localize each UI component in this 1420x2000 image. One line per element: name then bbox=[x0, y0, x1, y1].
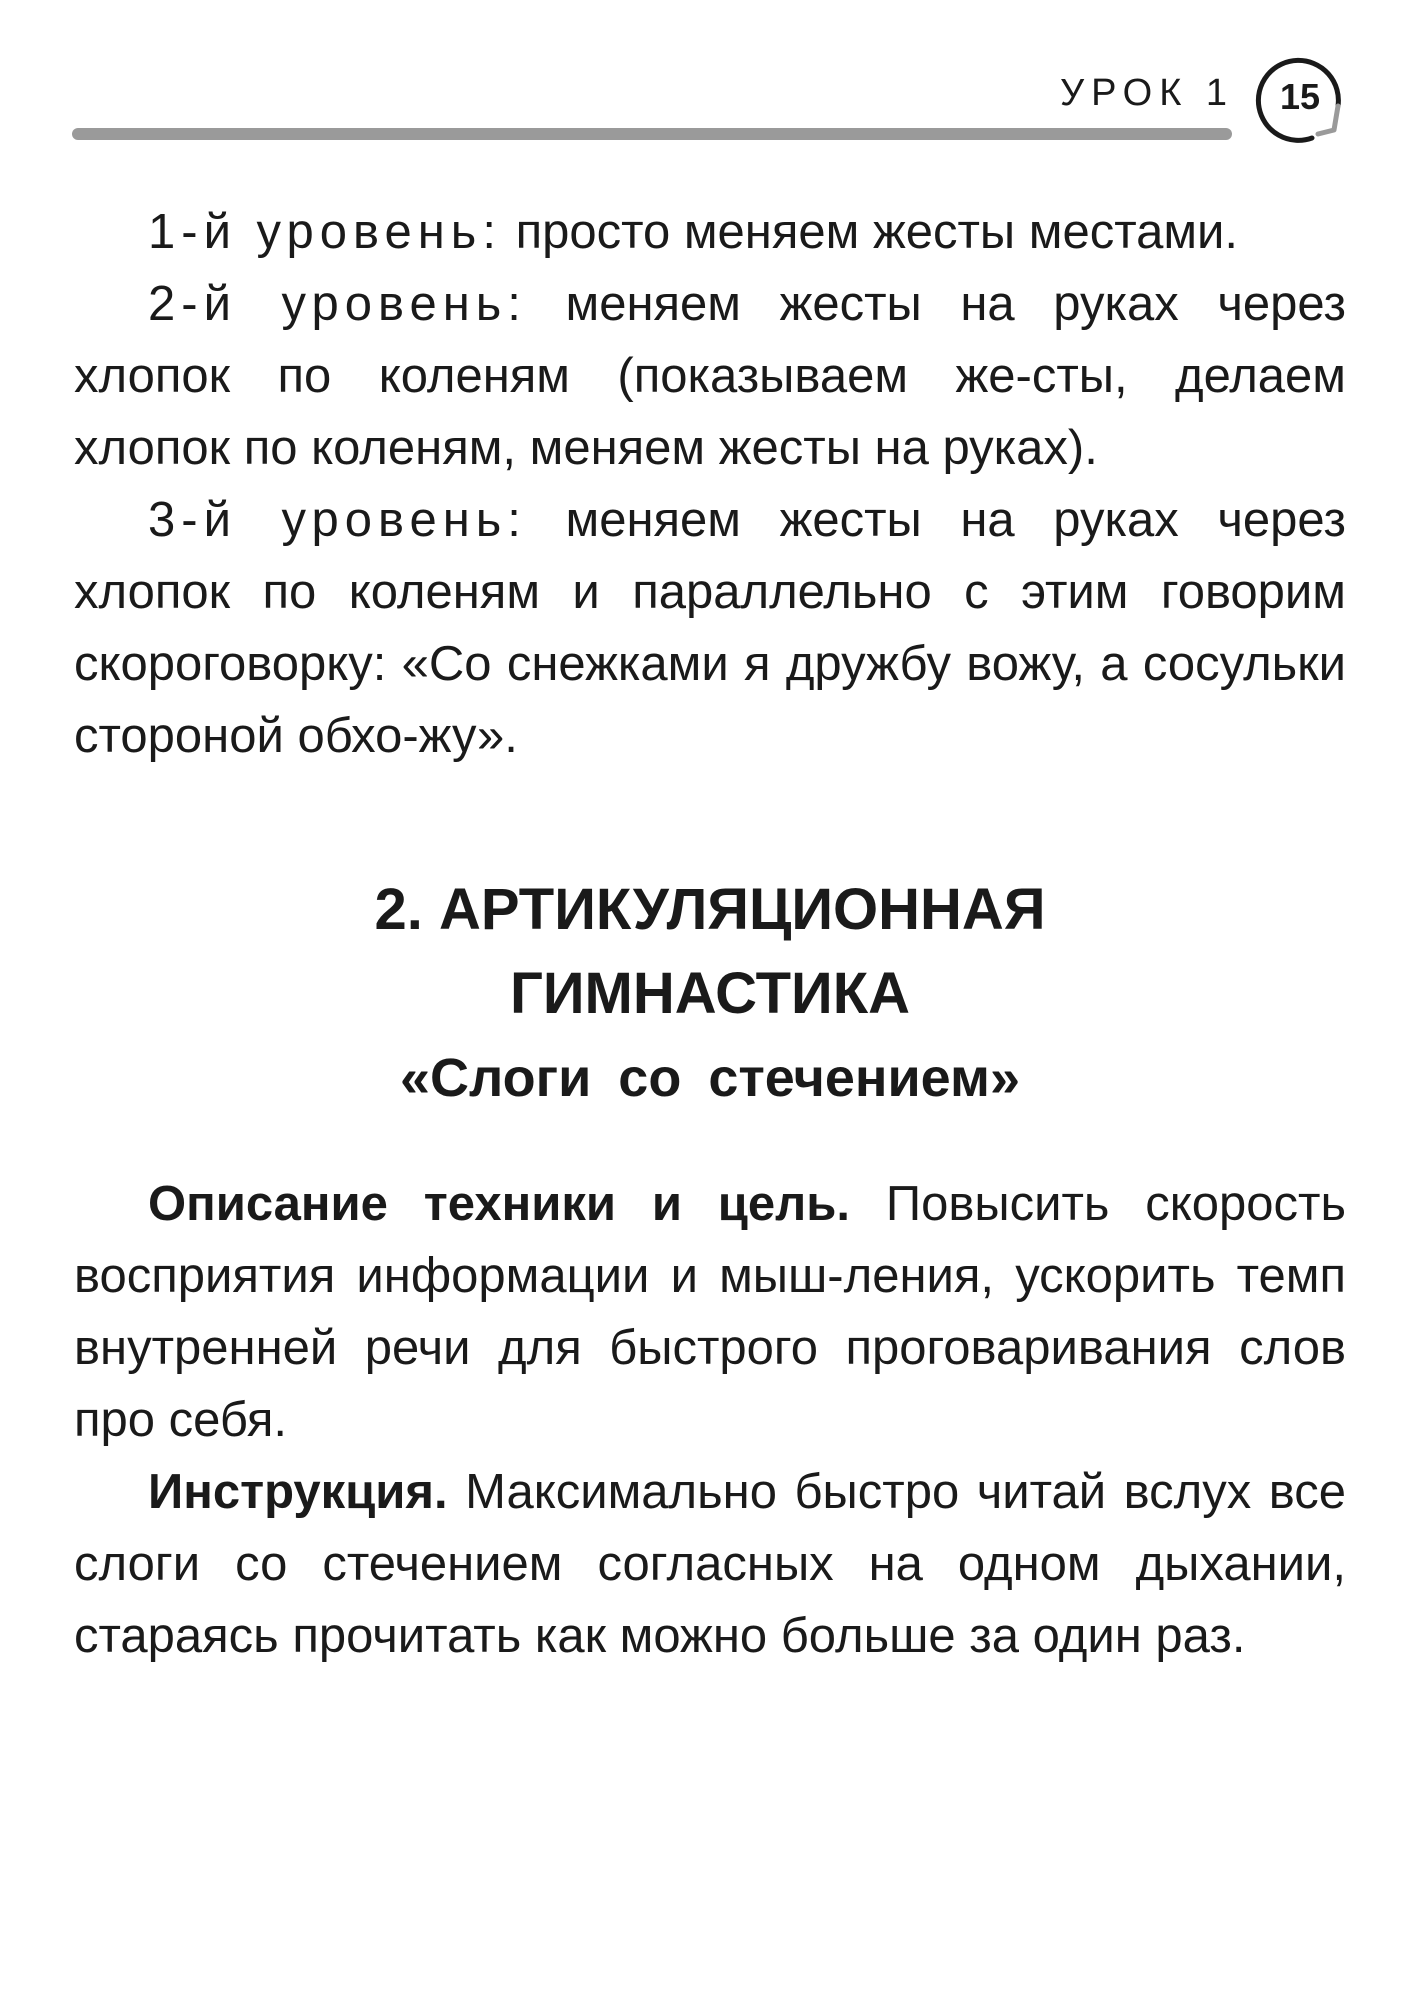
level-1-text: просто меняем жесты местами. bbox=[501, 205, 1239, 259]
section-title-line-2: ГИМНАСТИКА bbox=[509, 961, 911, 1026]
level-1-paragraph bbox=[74, 196, 1346, 268]
page-number-badge bbox=[1250, 50, 1350, 150]
level-3-paragraph bbox=[74, 484, 1346, 772]
page-content bbox=[74, 196, 1346, 1672]
level-2-paragraph bbox=[74, 268, 1346, 484]
section-subtitle: «Слоги со стечением» bbox=[400, 1048, 1020, 1108]
instruction-lead: Инструкция. bbox=[148, 1465, 448, 1519]
level-2-text: меняем жесты на руках через хлопок по коленям (показываем же-сты, делаем хлопок по коленям, меняем жесты на руках). bbox=[74, 277, 1346, 475]
instruction-text: Максимально быстро читай вслух все слоги со стечением согласных на одном дыхании, стараясь прочитать как можно больше за один раз. bbox=[74, 1465, 1346, 1663]
page-number: 15 bbox=[1279, 76, 1321, 117]
level-3-label: 3-й уровень: bbox=[148, 493, 527, 547]
level-3-text: меняем жесты на руках через хлопок по коленям и параллельно с этим говорим скороговорку: «Со снежками я дружбу вожу, а сосульки стороной обхо-жу». bbox=[74, 493, 1346, 763]
lesson-label: УРОК 1 bbox=[1060, 72, 1235, 114]
section-spacer bbox=[74, 772, 1346, 868]
header-rule bbox=[72, 128, 1232, 140]
section-title-line-1: 2. АРТИКУЛЯЦИОННАЯ bbox=[374, 877, 1046, 942]
level-2-label: 2-й уровень: bbox=[148, 277, 527, 331]
description-lead: Описание техники и цель. bbox=[148, 1177, 851, 1231]
page-header bbox=[0, 0, 1420, 160]
subtitle-spacer bbox=[74, 1120, 1346, 1168]
level-1-label: 1-й уровень: bbox=[148, 205, 502, 259]
description-paragraph bbox=[74, 1168, 1346, 1456]
instruction-paragraph bbox=[74, 1456, 1346, 1672]
description-text: Повысить скорость восприятия информации и мыш-ления, ускорить темп внутренней речи для быстрого проговаривания слов про себя. bbox=[74, 1177, 1346, 1447]
